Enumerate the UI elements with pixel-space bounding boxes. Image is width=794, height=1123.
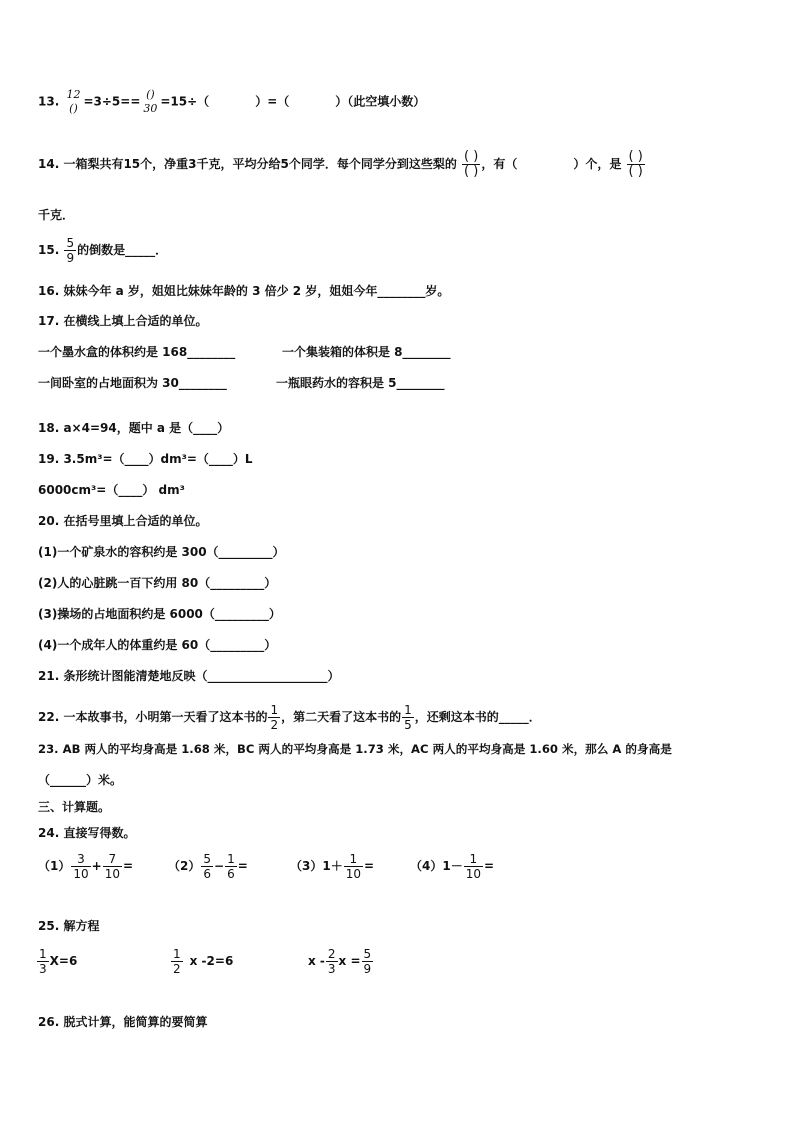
fraction: $\frac{1}{6}$	[227, 852, 235, 881]
equation-2: $\frac{1}{2}$ x -2=6	[173, 947, 234, 976]
q24-item-1: （1） $\frac{3}{10}$ + $\frac{7}{10}$ =	[38, 852, 134, 881]
question-20: 20. 在括号里填上合适的单位。	[38, 514, 208, 528]
fraction: $\frac{1}{2}$	[173, 947, 181, 976]
question-19: 19. 3.5m³=（____）dm³=（____）L	[38, 452, 253, 466]
question-number: 25.	[38, 919, 60, 933]
question-20-item: (3)操场的占地面积约是 6000（_________）	[38, 607, 281, 621]
question-number: 14.	[38, 157, 60, 171]
question-number: 21.	[38, 669, 60, 683]
question-number: 15.	[38, 243, 60, 257]
fraction: $\frac{7}{10}$	[104, 852, 120, 881]
fraction-2: () 30	[143, 88, 158, 115]
question-24: 24. 直接写得数。	[38, 826, 136, 840]
fraction: $\frac{2}{3}$	[327, 947, 336, 976]
fraction: $\frac{5}{9}$	[363, 947, 372, 976]
question-23: 23. AB 两人的平均身高是 1.68 米，BC 两人的平均身高是 1.73 米，AC 两人的平均身高是 1.60 米，那么 A 的身高是	[38, 742, 672, 756]
fraction-blank-2: ( ) ( )	[628, 149, 643, 179]
question-20-item: (4)一个成年人的体重约是 60（_________）	[38, 638, 277, 652]
fraction: $\frac{5}{9}$	[66, 236, 75, 265]
fraction: $\frac{1}{10}$	[465, 852, 481, 881]
question-13: 13. 12 () =3÷5== () 30 =15÷（ ）=（ ）（此空填小数）	[38, 88, 426, 115]
fraction: $\frac{1}{3}$	[39, 947, 47, 976]
question-21: 21. 条形统计图能清楚地反映（____________________）	[38, 669, 340, 683]
section-heading: 三、计算题。	[38, 800, 111, 814]
question-14-continued: 千克．	[38, 208, 75, 222]
question-22: 22. 一本故事书，小明第一天看了这本书的 $\frac{1}{2}$ ，第二天看了这本书的 $\frac{1}{5}$ ，还剩这本书的_____．	[38, 703, 541, 732]
q24-item-3: （3）1＋ $\frac{1}{10}$ =	[290, 852, 375, 881]
q24-item-2: （2） $\frac{5}{6}$ − $\frac{1}{6}$ =	[168, 852, 248, 881]
fraction: $\frac{5}{6}$	[203, 852, 211, 881]
question-25: 25. 解方程	[38, 919, 100, 933]
question-17-c: 一间卧室的占地面积为 30________	[38, 376, 227, 390]
question-number: 19.	[38, 452, 60, 466]
question-14: 14. 一箱梨共有15个，净重3千克，平均分给5个同学．每个同学分到这些梨的 ( ) ( ) ，有（ ）个，是 ( ) ( )	[38, 149, 643, 179]
question-20-item: (2)人的心脏跳一百下约用 80（_________）	[38, 576, 277, 590]
question-number: 18.	[38, 421, 60, 435]
question-number: 23.	[38, 742, 59, 756]
fraction: $\frac{1}{5}$	[404, 703, 412, 732]
question-number: 24.	[38, 826, 60, 840]
question-number: 22.	[38, 710, 60, 724]
question-number: 16.	[38, 284, 60, 298]
equation-3: x - $\frac{2}{3}$ x = $\frac{5}{9}$	[308, 947, 372, 976]
question-20-item: (1)一个矿泉水的容积约是 300（_________）	[38, 545, 285, 559]
fraction-1: 12 ()	[66, 88, 81, 115]
question-19-line2: 6000cm³=（____） dm³	[38, 483, 185, 497]
fraction: $\frac{1}{2}$	[270, 703, 279, 732]
question-17-a: 一个墨水盒的体积约是 168________	[38, 345, 236, 359]
question-17-b: 一个集装箱的体积是 8________	[282, 345, 451, 359]
question-15: 15. $\frac{5}{9}$ 的倒数是_____．	[38, 236, 168, 265]
question-number: 13.	[38, 94, 60, 109]
fraction: $\frac{1}{10}$	[345, 852, 361, 881]
fraction-blank: ( ) ( )	[464, 149, 479, 179]
q24-item-4: （4）1－ $\frac{1}{10}$ =	[410, 852, 495, 881]
question-number: 26.	[38, 1015, 60, 1029]
question-number: 20.	[38, 514, 60, 528]
equation-1: $\frac{1}{3}$ X=6	[39, 947, 78, 976]
question-number: 17.	[38, 314, 60, 328]
question-17: 17. 在横线上填上合适的单位。	[38, 314, 208, 328]
fraction: $\frac{3}{10}$	[73, 852, 89, 881]
question-18: 18. a×4=94，题中 a 是（____）	[38, 421, 230, 435]
question-17-d: 一瓶眼药水的容积是 5________	[276, 376, 445, 390]
question-16: 16. 妹妹今年 a 岁，姐姐比妹妹年龄的 3 倍少 2 岁，姐姐今年________岁。	[38, 284, 450, 298]
question-23-line2: （______）米。	[38, 773, 123, 787]
question-26: 26. 脱式计算，能简算的要简算	[38, 1015, 208, 1029]
